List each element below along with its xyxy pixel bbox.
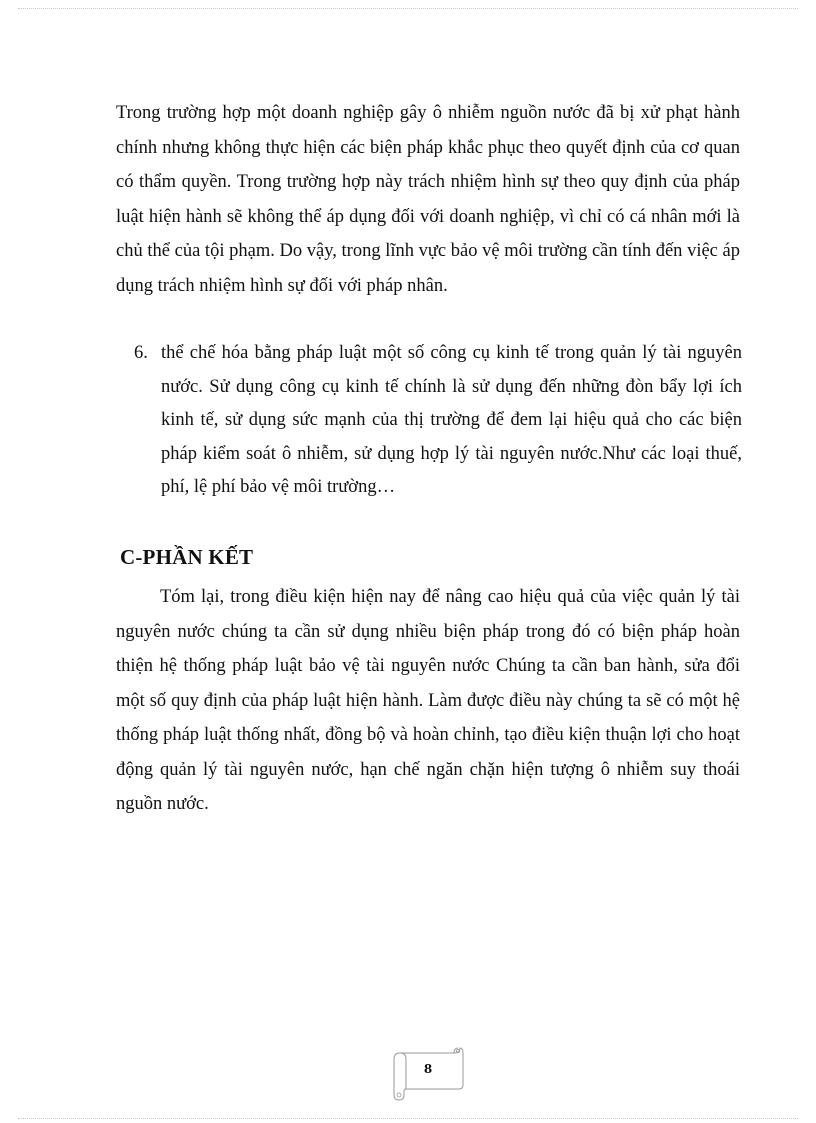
page-border-bottom (18, 1118, 798, 1119)
page-number-scroll (390, 1045, 466, 1103)
page-border-top (18, 8, 798, 9)
body-paragraph-conclusion: Tóm lại, trong điều kiện hiện nay để nâng cao hiệu quả của việc quản lý tài nguyên nước chúng ta cần sử dụng nhiều biện pháp trong đó có biện pháp hoàn thiện hệ thống pháp luật bảo vệ tài nguyên nước Chúng ta cần ban hành, sửa đổi một số quy định của pháp luật hiện hành. Làm được điều này chúng ta sẽ có một hệ thống pháp luật thống nhất, đồng bộ và hoàn chỉnh, tạo điều kiện thuận lợi cho hoạt động quản lý tài nguyên nước, hạn chế ngăn chặn hiện tượng ô nhiễm suy thoái nguồn nước. (116, 587, 740, 814)
section-heading-conclusion: C-PHẦN KẾT (120, 545, 254, 569)
list-item-number: 6. (134, 343, 148, 363)
list-item-text: thể chế hóa bằng pháp luật một số công cụ kinh tế trong quản lý tài nguyên nước. Sử dụng công cụ kinh tế chính là sử dụng đến những đòn bẩy lợi ích kinh tế, sử dụng sức mạnh của thị trường để đem lại hiệu quả cho các biện pháp kiểm soát ô nhiễm, sử dụng hợp lý tài nguyên nước.Như các loại thuế, phí, lệ phí bảo vệ môi trường… (161, 343, 742, 497)
numbered-list-item (134, 337, 742, 505)
body-paragraph-enterprise-liability: Trong trường hợp một doanh nghiệp gây ô nhiễm nguồn nước đã bị xử phạt hành chính nhưng không thực hiện các biện pháp khắc phục theo quyết định của cơ quan có thẩm quyền. Trong trường hợp này trách nhiệm hình sự theo quy định của pháp luật hiện hành sẽ không thể áp dụng đối với doanh nghiệp, vì chỉ có cá nhân mới là chủ thể của tội phạm. Do vậy, trong lĩnh vực bảo vệ môi trường cần tính đến việc áp dụng trách nhiệm hình sự đối với pháp nhân. (116, 103, 740, 296)
page-number: 8 (423, 1062, 433, 1076)
